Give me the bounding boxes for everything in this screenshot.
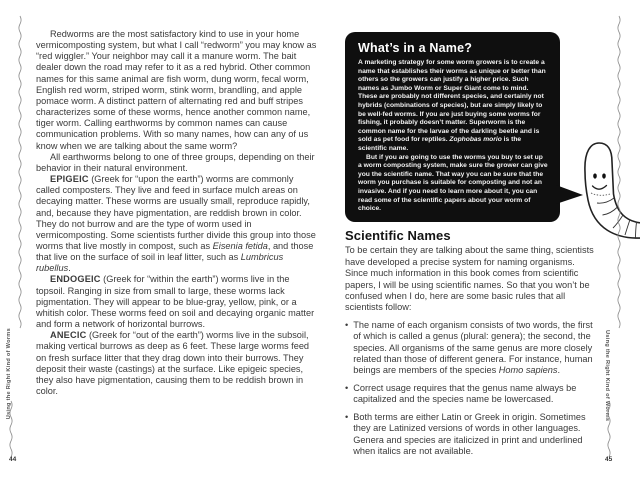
- text-run: , and those that live on the surface of soil in leaf litter, such as: [36, 240, 314, 263]
- text-run: A marketing strategy for some worm growers is to create a name that establishes their worms as unique or better than others so the growers can justify a higher price. Such names as Jumbo Worm or Super Giant come to mind. These are probably not different species, and certainly not hybrids (combinations of species), but are simply likely to be well-fed worms. If you are just buying some worms for fishing, it probably doesn’t matter. Superworm is the common name for the larvae of the darkling beetle and is sold as pet food for reptiles.: [358, 59, 546, 144]
- paragraph: [36, 274, 319, 330]
- bullet-item: [345, 320, 599, 377]
- lead-term: ENDOGEIC: [50, 274, 101, 285]
- margin-squiggle-line: [616, 16, 622, 326]
- bullet-item: [345, 412, 599, 458]
- bullet-text: [353, 412, 599, 458]
- species-name: Homo sapiens: [498, 365, 558, 376]
- text-run: is the scientific name.: [358, 136, 522, 152]
- running-head-right: Using the Right Kind of Worms: [604, 330, 610, 422]
- paragraph: [358, 59, 548, 154]
- callout-title: What’s in a Name?: [358, 41, 473, 55]
- text-run: .: [557, 365, 561, 376]
- margin-squiggle-line: [606, 401, 612, 453]
- text-run: .: [68, 263, 71, 274]
- bullet-text: [353, 320, 599, 377]
- species-name: Lumbricus rubellus: [36, 252, 284, 274]
- callout-box: [345, 32, 560, 222]
- text-run: (Greek for “out of the earth”) worms live in the subsoil, making vertical burrows as deep as 6 feet. These large worms feed on fresh surface litter that they drag down into their burrows. They deposit their waste (castings) at the surface. Like epigeic species, they also have pigmentation, causing them to be reddish brown in color.: [36, 330, 310, 396]
- bullet-marker: •: [345, 319, 349, 330]
- lead-term: EPIGEIC: [50, 174, 89, 185]
- paragraph: [36, 174, 319, 274]
- species-name: Zophobas morio: [449, 136, 502, 144]
- running-head-left: Using the Right Kind of Worms: [6, 328, 12, 420]
- section-bullet-list: [345, 320, 599, 457]
- text-run: All earthworms belong to one of three groups, depending on their behavior in their natural environment.: [36, 151, 315, 173]
- text-run: But if you are going to use the worms you buy to set up a worm composting system, make sure the grower can give you the scientific name. That way you can be sure that the worm you purchase is suitable for composting and not an invasive. And if you need to learn more about it, you can read some of the scientific papers about your worm of choice.: [358, 153, 548, 213]
- page-number-right: 45: [605, 456, 613, 463]
- text-run: (Greek for “upon the earth”) worms are commonly called composters. They live and feed in surface mulch areas on decaying matter. These worms are usually small, reproduce rapidly, and, because they have pigmentation, are reddish brown in color. They do not burrow and are the type of worm used in vermicomposting. Some scientists further divide this group into those worms that live mostly in compost, such as: [36, 174, 316, 251]
- left-body-text: [36, 29, 319, 397]
- section-intro: [345, 245, 599, 313]
- bullet-marker: •: [345, 411, 349, 422]
- scientific-names-section: [345, 230, 599, 457]
- callout-body: [358, 59, 548, 214]
- paragraph: [358, 154, 548, 214]
- species-name: Eisenia fetida: [212, 240, 268, 251]
- text-run: Both terms are either Latin or Greek in origin. Sometimes they are Latinized versions of words in other languages. Genera and species are italicized in print and underlined when italics are not available.: [353, 411, 586, 456]
- margin-squiggle-line: [8, 401, 14, 453]
- text-run: (Greek for “within the earth”) worms live in the topsoil. Ranging in size from small to large, these worms lack pigmentation. They will appear to be blue-gray, yellow, pink, or a whitish color. These worms feed on soil and decaying organic matter and form a network of horizontal burrows.: [36, 274, 315, 330]
- bullet-item: [345, 383, 599, 406]
- page-number-left: 44: [9, 456, 17, 463]
- text-run: The name of each organism consists of two words, the first of which is called a genus (plural: genera); the second, the species. All organisms of the same genus are more closely related than those of different genera. For instance, human beings are members of the species: [353, 319, 593, 376]
- text-run: Correct usage requires that the genus name always be capitalized and the species name be lowercased.: [353, 382, 577, 405]
- bullet-text: [353, 383, 599, 406]
- lead-term: ANECIC: [50, 330, 87, 341]
- margin-squiggle-line: [17, 16, 23, 326]
- section-heading: Scientific Names: [345, 228, 451, 243]
- paragraph: [36, 29, 319, 152]
- bullet-marker: •: [345, 382, 349, 393]
- text-run: Redworms are the most satisfactory kind to use in your home vermicomposting system, but what I call “redworm” you may know as “red wiggler.” Your neighbor may call it a manure worm. The bait dealer down the road may refer to it as a red hybrid. Other common names for this same animal are fish worm, dung worm, fecal worm, English red worm, striped worm, stink worm, brandling, and apple pomace worm. A distinct pattern of alternating red and buff stripes characterizes some of these worms, hence another common name, tiger worm. Calling earthworms by common names can cause communication problems. With so many names, how can any of us know when we are talking about the same worm?: [36, 29, 317, 151]
- text-run: To be certain they are talking about the same thing, scientists have developed a precise system for naming organisms. Since much information in this book comes from scientific papers, I will be using scientific names. So that you won’t be confused when I do, here are some basic rules that all scientists follow:: [345, 245, 594, 313]
- paragraph: [36, 330, 319, 397]
- paragraph: [345, 245, 599, 313]
- paragraph: [36, 152, 319, 174]
